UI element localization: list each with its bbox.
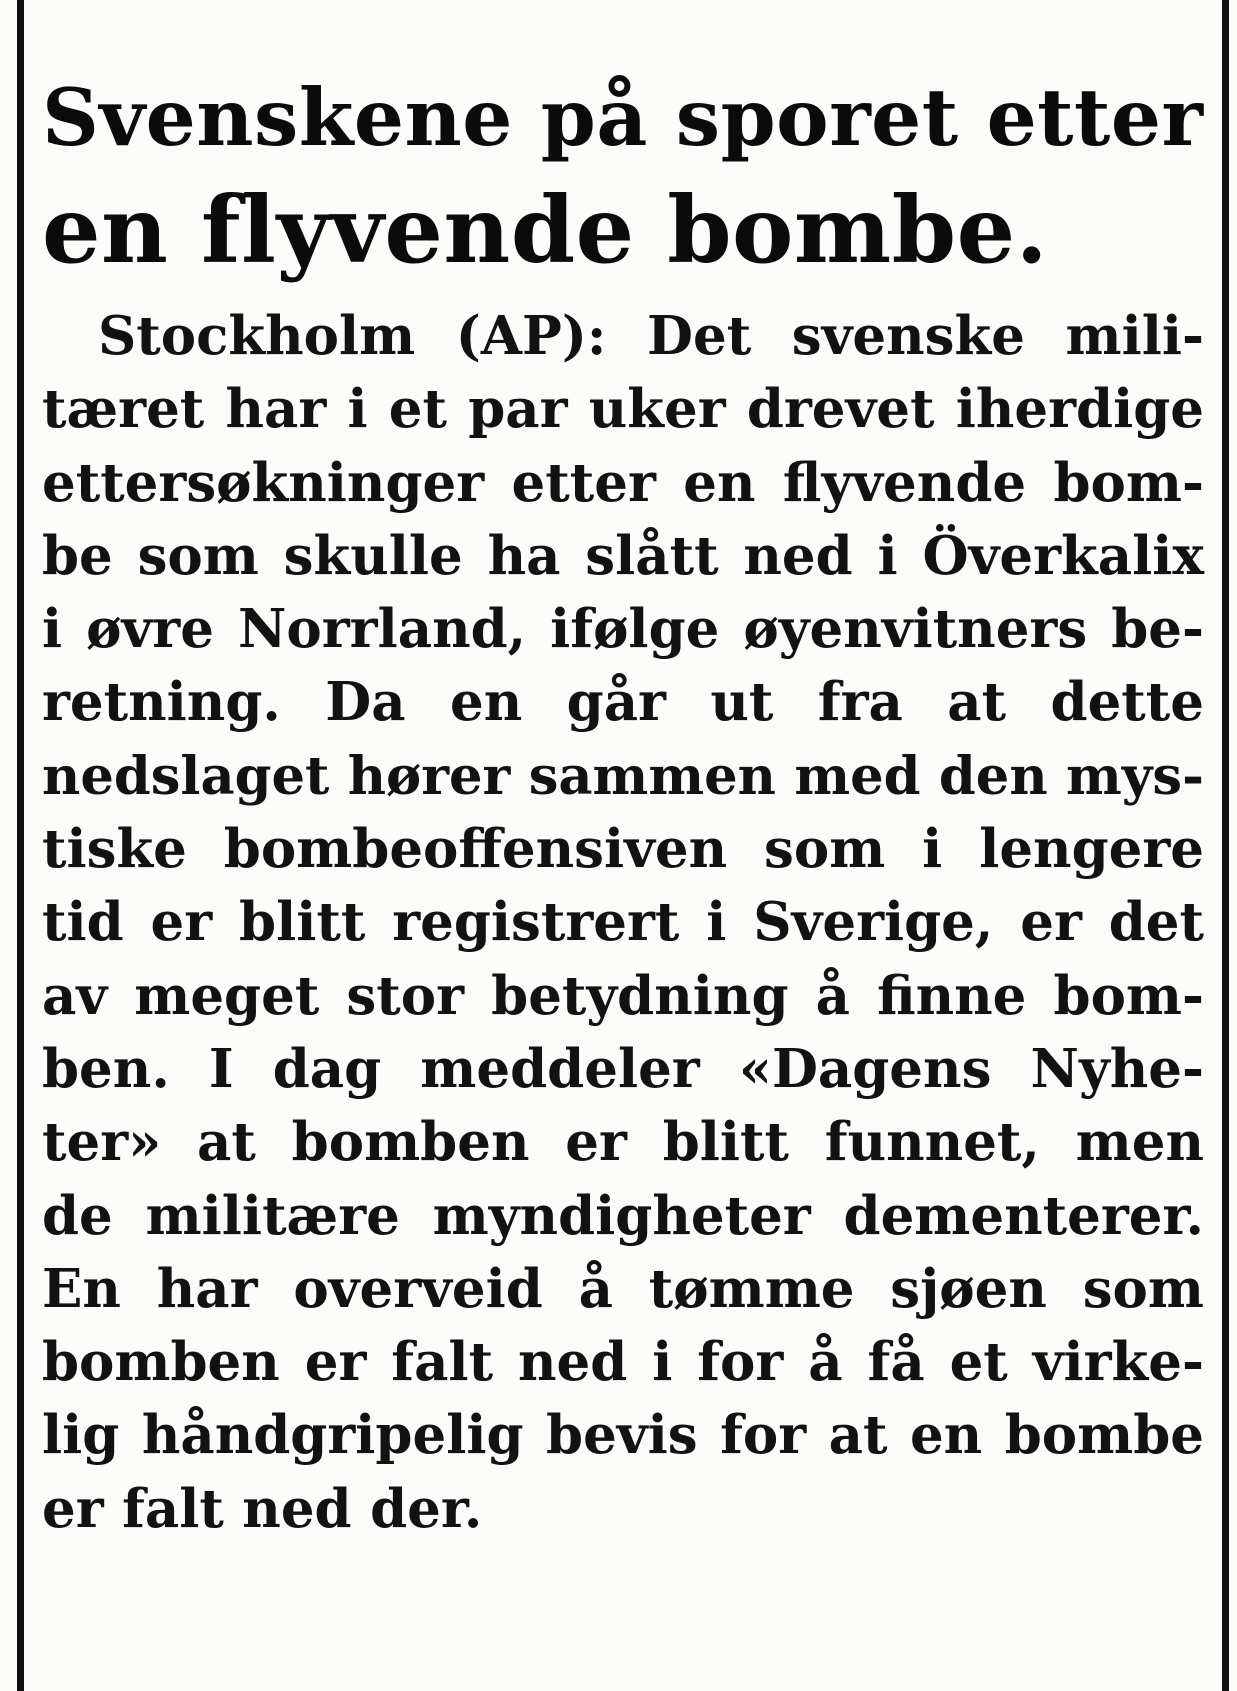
body-line: av meget stor betydning å finne bom- (42, 964, 1204, 1027)
body-line: En har overveid å tømme sjøen som (42, 1257, 1204, 1320)
body-line: be som skulle ha slått ned i Överkalix (42, 524, 1204, 587)
left-column-rule (17, 0, 24, 1691)
body-line: ettersøkninger etter en flyvende bom- (42, 451, 1204, 514)
body-line: bomben er falt ned i for å få et virke- (42, 1331, 1204, 1394)
right-column-rule (1222, 0, 1229, 1691)
article-headline (42, 62, 1202, 286)
body-line: tæret har i et par uker drevet iherdige (42, 378, 1204, 441)
article-body (42, 300, 1204, 1546)
headline-line: Svenskene på sporet etter (42, 71, 1204, 164)
body-line: tid er blitt registrert i Sverige, er det (42, 891, 1204, 954)
body-line: ter» at bomben er blitt funnet, men (42, 1111, 1204, 1174)
body-line: lig håndgripelig bevis for at en bombe (42, 1404, 1204, 1467)
body-line: Stockholm (AP): Det svenske mili- (98, 305, 1204, 367)
headline-line: en flyvende bombe. (42, 176, 1049, 284)
body-line: er falt ned der. (42, 1477, 483, 1540)
body-line: de militære myndigheter dementerer. (42, 1184, 1204, 1247)
body-line: nedslaget hører sammen med den mys- (42, 744, 1204, 807)
body-line: i øvre Norrland, ifølge øyenvitners be- (42, 598, 1204, 661)
body-line: retning. Da en går ut fra at dette (42, 671, 1204, 734)
body-line: ben. I dag meddeler «Dagens Nyhe- (42, 1037, 1204, 1100)
body-line: tiske bombeoffensiven som i lengere (42, 818, 1204, 881)
